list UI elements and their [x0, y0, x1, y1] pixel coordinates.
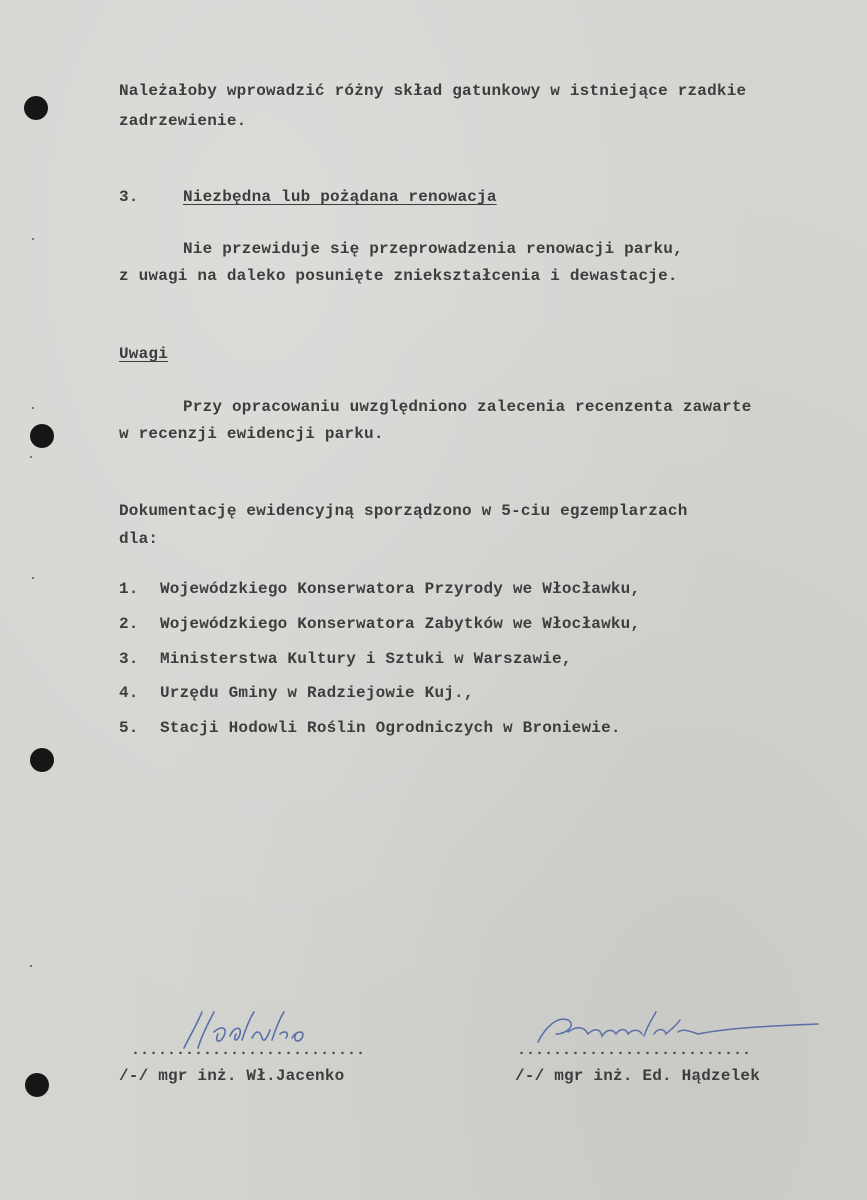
margin-speck	[32, 238, 34, 240]
paragraph-1-line-1: Należałoby wprowadzić różny skład gatunkowy w istniejące rzadkie	[119, 82, 747, 100]
margin-speck	[32, 577, 34, 579]
margin-speck	[30, 456, 32, 458]
right-signatory-name: /-/ mgr inż. Ed. Hądzelek	[515, 1067, 761, 1085]
section-number: 3.	[119, 188, 139, 206]
list-item-text: Ministerstwa Kultury i Sztuki w Warszawie,	[160, 650, 572, 668]
distribution-intro-line-2: dla:	[119, 530, 159, 548]
list-item-number: 5.	[119, 719, 139, 737]
list-item-text: Urzędu Gminy w Radziejowie Kuj.,	[160, 684, 474, 702]
section-3-line-2: z uwagi na daleko posunięte zniekształcenia i dewastacje.	[119, 267, 678, 285]
list-item-number: 2.	[119, 615, 139, 633]
left-signatory-name: /-/ mgr inż. Wł.Jacenko	[119, 1067, 345, 1085]
section-heading: Niezbędna lub pożądana renowacja	[183, 188, 497, 206]
remarks-line-2: w recenzji ewidencji parku.	[119, 425, 384, 443]
punch-hole-4	[25, 1073, 49, 1097]
remarks-heading: Uwagi	[119, 345, 169, 363]
margin-speck	[30, 965, 32, 967]
right-signature-line: ..........................	[517, 1042, 752, 1059]
list-item-text: Wojewódzkiego Konserwatora Zabytków we Włocławku,	[160, 615, 641, 633]
list-item-number: 1.	[119, 580, 139, 598]
list-item-text: Wojewódzkiego Konserwatora Przyrody we Włocławku,	[160, 580, 641, 598]
punch-hole-3	[30, 748, 54, 772]
punch-hole-1	[24, 96, 48, 120]
left-signature-line: ..........................	[131, 1042, 366, 1059]
punch-hole-2	[30, 424, 54, 448]
list-item-number: 4.	[119, 684, 139, 702]
list-item-text: Stacji Hodowli Roślin Ogrodniczych w Broniewie.	[160, 719, 621, 737]
list-item-number: 3.	[119, 650, 139, 668]
paragraph-1-line-2: zadrzewienie.	[119, 112, 247, 130]
distribution-intro-line-1: Dokumentację ewidencyjną sporządzono w 5-ciu egzemplarzach	[119, 502, 688, 520]
remarks-line-1: Przy opracowaniu uwzględniono zalecenia recenzenta zawarte	[183, 398, 752, 416]
section-3-line-1: Nie przewiduje się przeprowadzenia renowacji parku,	[183, 240, 683, 258]
margin-speck	[32, 407, 34, 409]
